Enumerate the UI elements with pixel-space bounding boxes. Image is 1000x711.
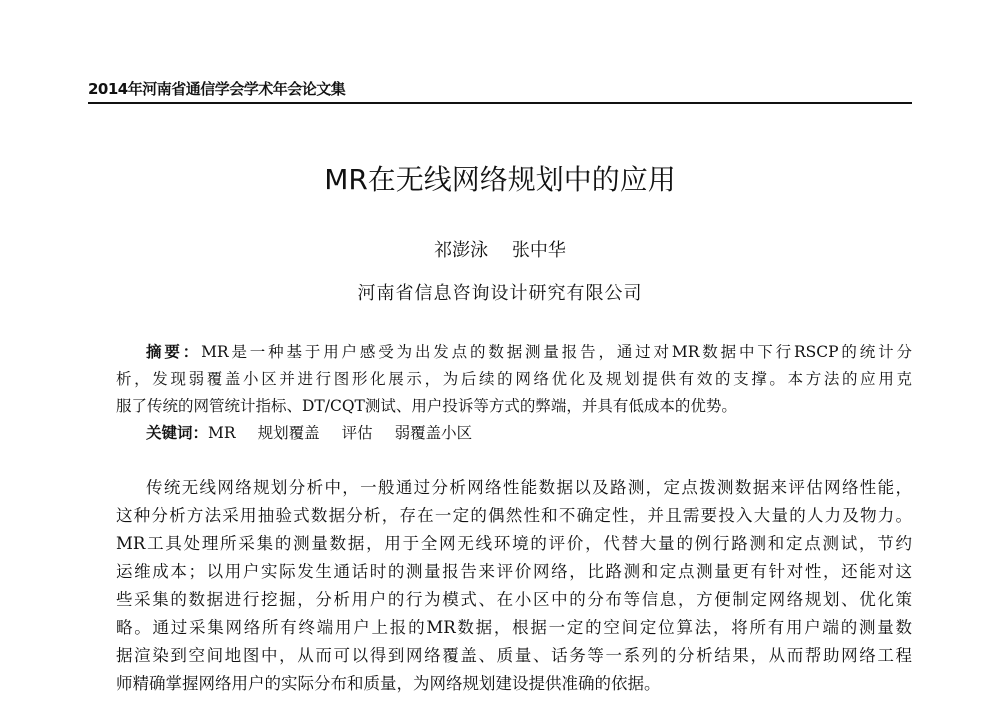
- keywords-label: 关键词：: [146, 424, 209, 442]
- body-line: MR工具处理所采集的测量数据，用于全网无线环境的评价，代替大量的例行路测和定点测试，节约: [116, 534, 912, 553]
- body-line: 这种分析方法采用抽验式数据分析，存在一定的偶然性和不确定性，并且需要投入大量的人力及物力。: [116, 506, 912, 525]
- keyword: MR: [208, 424, 236, 442]
- keyword: 评估: [341, 424, 373, 442]
- affiliation: 河南省信息咨询设计研究有限公司: [357, 283, 643, 304]
- body-line: 运维成本；以用户实际发生通话时的测量报告来评价网络，比路测和定点测量更有针对性，还能对这: [116, 562, 912, 581]
- body-line: 据渲染到空间地图中，从而可以得到网络覆盖、质量、话务等一系列的分析结果，从而帮助网络工程: [116, 646, 912, 665]
- body-line: 略。通过采集网络所有终端用户上报的MR数据，根据一定的空间定位算法，将所有用户端的测量数: [116, 618, 912, 637]
- keyword: 规划覆盖: [257, 424, 320, 442]
- body-line: 传统无线网络规划分析中，一般通过分析网络性能数据以及路测，定点拨测数据来评估网络性能，: [146, 478, 912, 497]
- paper-title: MR在无线网络规划中的应用: [324, 163, 676, 196]
- keyword: 弱覆盖小区: [394, 424, 473, 442]
- body-line: 些采集的数据进行挖掘，分析用户的行为模式、在小区中的分布等信息，方便制定网络规划、优化策: [116, 590, 912, 609]
- abstract-label: 摘要：: [146, 343, 202, 361]
- keywords: [146, 421, 912, 445]
- abstract-line: 析，发现弱覆盖小区并进行图形化展示，为后续的网络优化及规划提供有效的支撑。本方法的应用克: [116, 370, 912, 388]
- authors: 祁澎泳 张中华: [434, 240, 566, 261]
- abstract-line: 服了传统的网管统计指标、DT/CQT测试、用户投诉等方式的弊端，并具有低成本的优势。: [116, 397, 737, 415]
- running-header: 2014年河南省通信学会学术年会论文集: [88, 80, 346, 98]
- abstract-line: 摘要：MR是一种基于用户感受为出发点的数据测量报告，通过对MR数据中下行RSCP的统计分: [146, 343, 912, 361]
- body-line: 师精确掌握网络用户的实际分布和质量，为网络规划建设提供准确的依据。: [116, 674, 661, 693]
- header-rule: [88, 102, 912, 104]
